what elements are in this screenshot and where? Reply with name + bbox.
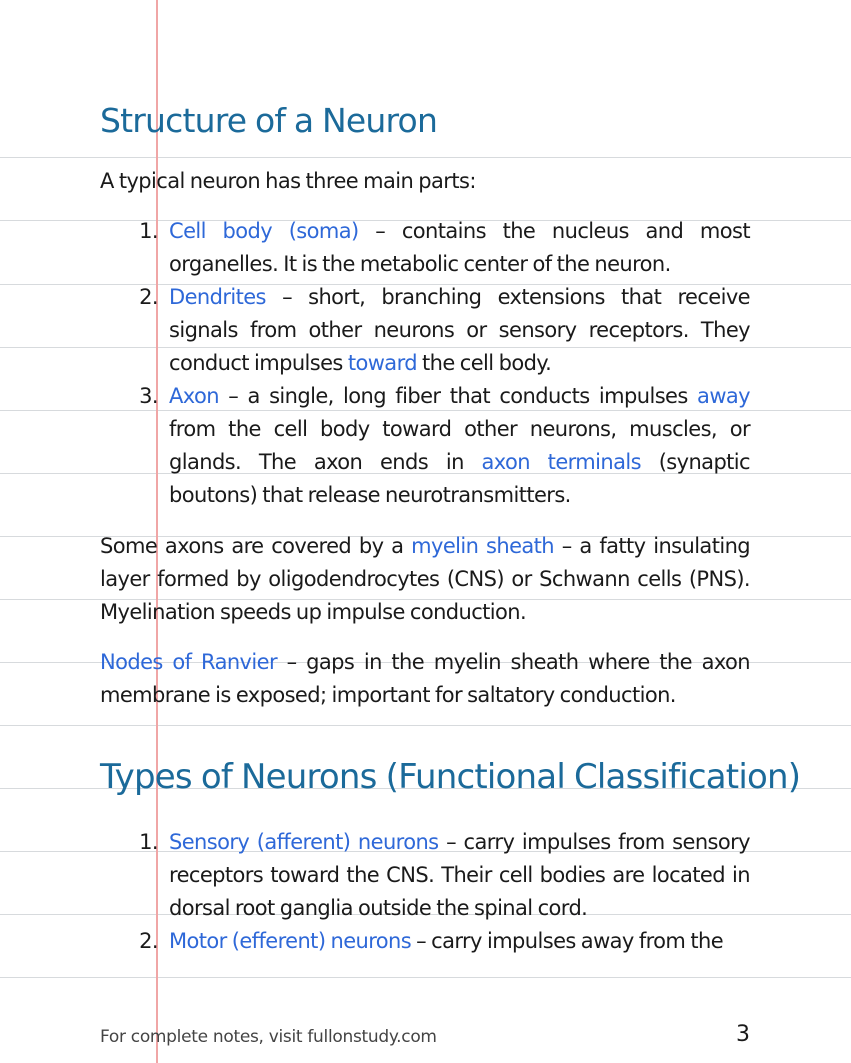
term-dendrites: Dendrites bbox=[169, 285, 266, 309]
item-text: – carry impulses from sensory receptors toward the CNS. Their cell bodies are located in dorsal root ganglia outside the spinal cord. bbox=[169, 830, 750, 920]
list-item-axon bbox=[100, 380, 750, 512]
list-item-cell-body bbox=[100, 215, 750, 281]
ruled-line bbox=[0, 977, 851, 978]
item-text: (synaptic boutons) that release neurotransmitters. bbox=[169, 450, 750, 507]
list-item-dendrites bbox=[100, 281, 750, 380]
section-heading-structure: Structure of a Neuron bbox=[100, 101, 438, 140]
footer-text: For complete notes, visit fullonstudy.com bbox=[100, 1027, 437, 1047]
ruled-line bbox=[0, 157, 851, 158]
myelin-text: – a fatty insulating layer formed by oligodendrocytes (CNS) or Schwann cells (PNS). Myelination speeds up impulse conduction. bbox=[100, 534, 751, 624]
ruled-line bbox=[0, 725, 851, 726]
term-sensory-neurons: Sensory (afferent) neurons bbox=[169, 830, 439, 854]
item-text: – carry impulses away from the bbox=[411, 929, 724, 953]
myelin-text: Some axons are covered by a bbox=[100, 534, 412, 558]
term-axon: Axon bbox=[169, 384, 219, 408]
list-number: 3. bbox=[139, 384, 158, 408]
parts-list bbox=[100, 215, 750, 512]
types-list bbox=[100, 826, 750, 958]
term-myelin-sheath: myelin sheath bbox=[411, 534, 555, 558]
item-text: – short, branching extensions that receive signals from other neurons or sensory receptors. They conduct impulses bbox=[169, 285, 750, 375]
term-away: away bbox=[697, 384, 750, 408]
item-text: – a single, long fiber that conducts impulses bbox=[218, 384, 698, 408]
myelin-paragraph bbox=[100, 530, 750, 629]
section-heading-types: Types of Neurons (Functional Classification) bbox=[100, 757, 801, 797]
nodes-paragraph bbox=[100, 646, 750, 712]
list-number: 2. bbox=[139, 929, 158, 953]
list-number: 1. bbox=[139, 830, 158, 854]
term-motor-neurons: Motor (efferent) neurons bbox=[169, 929, 412, 953]
nodes-text: – gaps in the myelin sheath where the axon membrane is exposed; important for saltatory conduction. bbox=[100, 650, 750, 707]
page-number: 3 bbox=[736, 1022, 750, 1047]
list-number: 2. bbox=[139, 285, 158, 309]
list-item-sensory bbox=[100, 826, 750, 925]
term-cell-body: Cell body (soma) bbox=[169, 219, 359, 243]
item-text: – contains the nucleus and most organelles. It is the metabolic center of the neuron. bbox=[169, 219, 750, 276]
term-axon-terminals: axon terminals bbox=[481, 450, 641, 474]
item-text: the cell body. bbox=[416, 351, 552, 375]
term-toward: toward bbox=[347, 351, 417, 375]
intro-paragraph: A typical neuron has three main parts: bbox=[100, 169, 476, 193]
term-nodes-of-ranvier: Nodes of Ranvier bbox=[100, 650, 277, 674]
list-item-motor bbox=[100, 925, 750, 958]
list-number: 1. bbox=[139, 219, 158, 243]
item-text: from the cell body toward other neurons, muscles, or glands. The axon ends in bbox=[169, 417, 750, 474]
